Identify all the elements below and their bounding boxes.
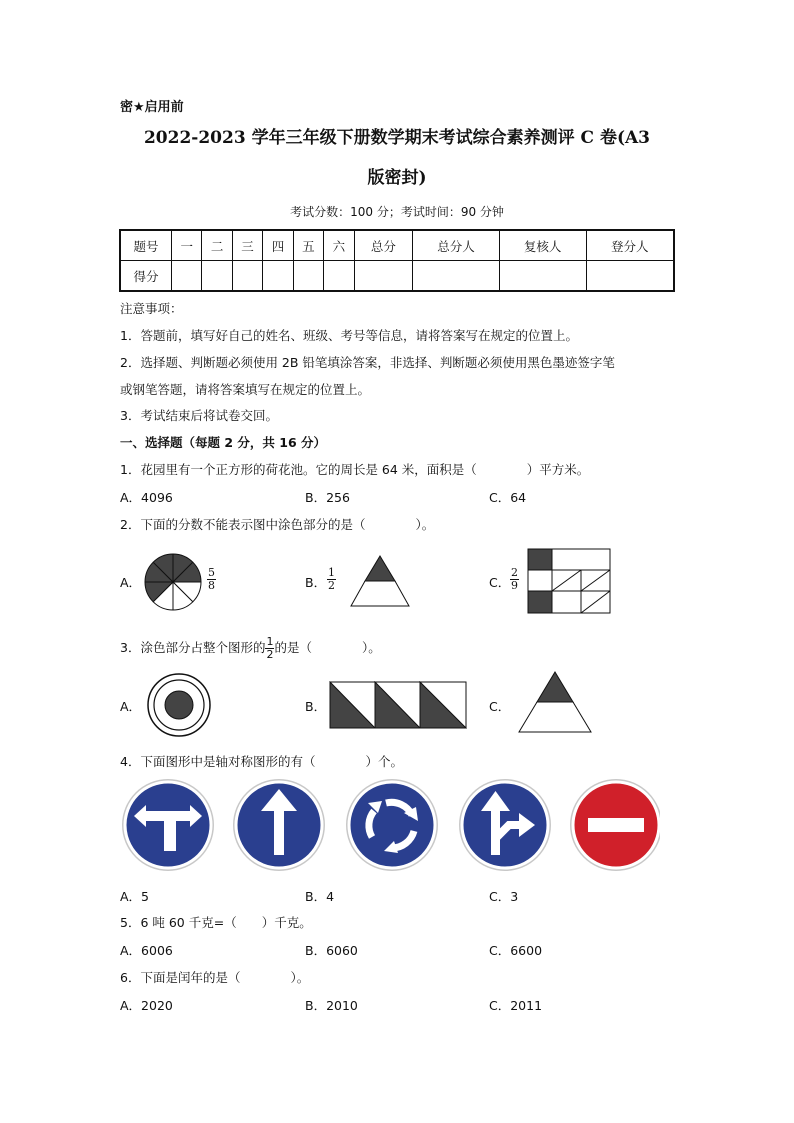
fraction-denominator: 9 — [511, 579, 518, 592]
ring-circle — [146, 672, 212, 738]
question-5-option-c[interactable]: C．6600 — [489, 943, 543, 958]
sign-roundabout-icon — [346, 779, 438, 871]
title-line-2: 版密封) — [367, 168, 427, 188]
table-cell: 总分人 — [413, 230, 500, 261]
score-input-cell[interactable] — [354, 261, 413, 292]
notes-heading: 注意事项： — [120, 301, 183, 316]
shaded-triangle — [350, 554, 410, 608]
question-6-text: 6．下面是闰年的是（ ）。 — [120, 970, 310, 985]
table-cell: 四 — [263, 230, 293, 261]
score-input-cell[interactable] — [413, 261, 500, 292]
traffic-signs-row — [120, 777, 660, 873]
fraction-numerator: 5 — [208, 566, 215, 579]
sign-up-arrow-icon — [233, 779, 325, 871]
score-input-cell[interactable] — [232, 261, 262, 292]
question-2-text: 2．下面的分数不能表示图中涂色部分的是（ ）。 — [120, 517, 435, 532]
fraction-numerator: 1 — [328, 566, 335, 579]
question-4-text: 4．下面图形中是轴对称图形的有（ ）个。 — [120, 754, 403, 769]
table-cell: 复核人 — [499, 230, 586, 261]
table-cell: 一 — [172, 230, 202, 261]
question-5-text: 5．6 吨 60 千克=（ ）千克。 — [120, 915, 312, 930]
exam-info: 考试分数：100 分；考试时间：90 分钟 — [290, 205, 504, 219]
sign-no-entry-icon — [570, 779, 660, 871]
section-heading: 一、选择题（每题 2 分，共 16 分） — [120, 435, 327, 450]
score-table — [119, 229, 675, 292]
shaded-circle-eighths — [144, 553, 202, 611]
fraction-denominator: 8 — [208, 579, 215, 592]
secret-label: 密★启用前 — [120, 100, 184, 115]
table-cell: 登分人 — [586, 230, 674, 261]
question-3-option-b[interactable]: B． — [305, 699, 327, 714]
shaded-triangle — [518, 670, 592, 734]
score-input-cell[interactable] — [202, 261, 232, 292]
question-3-option-c[interactable]: C． — [489, 699, 511, 714]
exam-title — [100, 120, 694, 196]
sign-left-right-arrow-icon — [122, 779, 214, 871]
table-cell: 六 — [324, 230, 354, 261]
fraction-denominator: 2 — [328, 579, 335, 592]
score-input-cell[interactable] — [586, 261, 674, 292]
fraction-numerator: 1 — [266, 635, 274, 648]
table-cell: 得分 — [120, 261, 172, 292]
score-table-score-row — [120, 261, 674, 292]
question-2-option-c[interactable]: C． — [489, 575, 511, 590]
question-6-option-b[interactable]: B．2010 — [305, 998, 358, 1013]
question-5-option-a[interactable]: A．6006 — [120, 943, 173, 958]
fraction-2-9 — [510, 567, 519, 592]
table-cell: 二 — [202, 230, 232, 261]
question-1-text: 1．花园里有一个正方形的荷花池。它的周长是 64 米，面积是（ ）平方米。 — [120, 462, 590, 477]
note-item: 3．考试结束后将试卷交回。 — [120, 408, 278, 423]
title-line-1: 2022-2023 学年三年级下册数学期末考试综合素养测评 C 卷(A3 — [143, 128, 651, 148]
sign-up-right-arrow-icon — [459, 779, 551, 871]
question-1-option-a[interactable]: A．4096 — [120, 490, 173, 505]
question-6-option-c[interactable]: C．2011 — [489, 998, 543, 1013]
question-6-option-a[interactable]: A．2020 — [120, 998, 173, 1013]
question-3-option-a[interactable]: A． — [120, 699, 142, 714]
score-table-header-row — [120, 230, 674, 261]
table-cell: 总分 — [354, 230, 413, 261]
shaded-triangles-strip — [329, 681, 467, 729]
question-4-option-c[interactable]: C．3 — [489, 889, 519, 904]
fraction-numerator: 2 — [511, 566, 518, 579]
note-item: 2．选择题、判断题必须使用 2B 铅笔填涂答案，非选择、判断题必须使用黑色墨迹签字笔 — [120, 355, 615, 370]
shaded-grid — [527, 548, 611, 614]
question-1-option-b[interactable]: B．256 — [305, 490, 350, 505]
score-input-cell[interactable] — [324, 261, 354, 292]
question-5-option-b[interactable]: B．6060 — [305, 943, 358, 958]
fraction-denominator: 2 — [266, 648, 274, 661]
table-cell: 题号 — [120, 230, 172, 261]
question-1-option-c[interactable]: C．64 — [489, 490, 527, 505]
question-3-text-before: 3．涂色部分占整个图形的 — [120, 640, 266, 655]
score-input-cell[interactable] — [499, 261, 586, 292]
question-2-option-b[interactable]: B． — [305, 575, 327, 590]
question-3-text-after: 的是（ ）。 — [274, 640, 381, 655]
question-4-option-b[interactable]: B．4 — [305, 889, 335, 904]
note-item: 或钢笔答题，请将答案填写在规定的位置上。 — [120, 382, 371, 397]
score-input-cell[interactable] — [263, 261, 293, 292]
score-input-cell[interactable] — [293, 261, 323, 292]
fraction-1-2 — [327, 567, 336, 592]
question-2-option-a[interactable]: A． — [120, 575, 142, 590]
table-cell: 五 — [293, 230, 323, 261]
question-3-text — [120, 636, 381, 661]
question-4-option-a[interactable]: A．5 — [120, 889, 150, 904]
table-cell: 三 — [232, 230, 262, 261]
fraction-5-8 — [207, 567, 216, 592]
score-input-cell[interactable] — [172, 261, 202, 292]
note-item: 1．答题前，填写好自己的姓名、班级、考号等信息，请将答案写在规定的位置上。 — [120, 328, 578, 343]
